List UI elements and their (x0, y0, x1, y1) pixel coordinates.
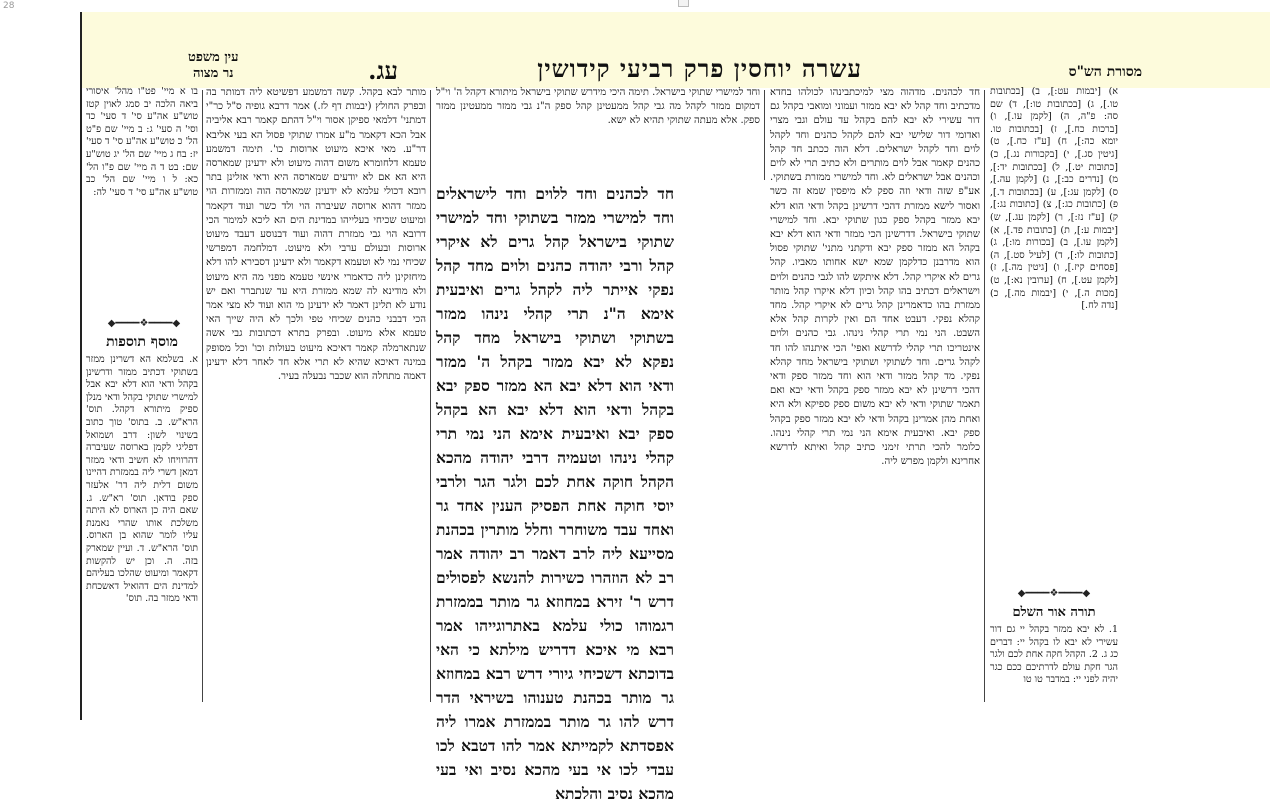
masoret-hashas-label: מסורת הש"ס (1068, 64, 1142, 80)
page-corner-number: 28 (3, 1, 15, 11)
tosafot-top-block: וחד למישרי שתוקי בישראל. תימה היכי מידרש שתוקי בישראל מיתורא דקהל ה' וי"ל דמקום ממזר לקהל מה גבי קהל ממעטינן קהל ספק ה"נ גבי ממזר ממעטינן ממזר ספק. אלא מעתה שתוקי תהיא לא ישא. (436, 87, 760, 127)
rashi-column: חד לכהנים. מדהוה מצי למיכתבינהו לכולהו בחדא מדכתיב וחד קהל לא יבא ממזר ועמוני ומואבי בקהל גם דור עשירי לא יבא להם בקהל עד עולם וגבי מצרי ואדומי דור שלישי יבא להם לקהל כהנים וחד לקהל לוים וחד לקהל ישראלים. דלא הוה ככתב חד קהל כהנים קאמר אבל לוים מותרים ולא כתיב תרי לא לוים וכהנים אבל ישראלים לא. וחד למישרי ממזרת בשתוקי. אע"פ שזה ודאי וזה ספק לא מיפסין שמא זה כשר ואסור לישא ממזרת דהכי דרשינן בקהל ודאי הוא דלא יבא ממזר בקהל ספק כגון שתוקי יבא. וחד למישרי שתוקי בישראל. דדרשינן הכי ממזר ודאי הוא דלא יבא בקהל הא ממזר ספק יבא ודקתני מתני' שתוקי פסול הוא מדרבנן כדלקמן שמא ישא אחותו מאביו. קהל גרים לא איקרי קהל. דלא איתקש להו לגבי כהנים ולוים וישראלים דכתיב בהו קהל וכיון דלא איקרו קהל מותר ממזרת בהו כדאמרינן קהל גרים לא איקרי קהל. מחד קהלא נפקי. דעבט אחד הם ואין לקרות קהל אלא השבט. הני נמי תרי קהלי נינהו. גבי כהנים ולוים אינטריכו תרי קהלי לדרשא ואפי' הכי איתנהו להו חד לקהל גרים. וחד לשתוקי ושתוקי בישראל מחד קהלא נפקי. מד קהל ממזר ודאי הוא וחד ממזר ספק ודאי דהכי דרשינן לא יבא ממזר ספק בקהל ודאי יבא ואם תאמר שתוקי ודאי לא יבא משום ספק ספיקא ולא היא ואחת מהן אמרינן בקהל ודאי לא יבא ממזר ספק בקהל ספק יבא. ואיבעית אימא הני נמי תרי קהלי נינהו. כלומר להכי תרתי זימני כתיב קהל ואיתא לדרשא אחרינא ולקמן מפרש ליה. (770, 87, 980, 468)
column-divider (430, 90, 431, 702)
torah-or-column: 1. לא יבא ממזר בקהל יי גם דור עשירי לא יבא לו בקהל יי: דברים כג ג. 2. הקהל חקה אחת לכם ולגר הגר חקת עולם לדרתיכם ככם כגר יהיה לפני יי: במדבר טו טו (990, 624, 1118, 686)
daf-number: עג. (368, 56, 398, 85)
ein-mishpat-label: עין משפט נר מצוה (188, 50, 239, 81)
column-divider (764, 90, 765, 180)
window-top-marker (678, 0, 689, 7)
column-divider (984, 90, 985, 702)
ein-mishpat-column: בו א מיי' פט"ו מהל' איסורי ביאה הלכה יב סמג לאוין קטז טוש"ע אה"ע סי' ד סעי' כד וסי' ה סעי' ג: ב מיי' שם פ"ט הל' כ טוש"ע אה"ע סי' ד סעי' יז: בח ג מיי' שם הל' יג טוש"ע שם: בט ד ה מיי' שם פ"ו הל' כא: ל ו מיי' שם הל' כב טוש"ע אה"ע סי' ד סעי' לה: (86, 86, 198, 198)
masoret-hashas-column: א) [יבמות עט:], ב) [בכתובות טו.], ג) [בכתובות טו:], ד) שם סה: פ"ה, ה) [לקמן עו.], ו) [ברכות כח.], ז) [בכתובות טו. יומא כה:], ח) [ע"ז כח.], ט) [גיטין סג.], י) [בקכורות נג.], כ) [כתובות יט.], ל) [בכתובות יד:], מ) [נדרים כב:], נ) [לקמן עה.], ס) [לקמן עג:], ע) [בכתובות ד.], פ) [כתובות כג:], צ) [כתובות נג:], ק) [ע"ז נז:], ר) [לקמן עג.], ש) [יבמות ע:], ת) [כתובות פד.], א) [לקמן עו.], ב) [בכורות מו:], ג) [כתובות לו:], ד) [לעיל סט.], ה) [פסחים קיז.], ו) [גיטין מה.], ז) [לקמן עט.], ח) [ערובין נא:], ט) [מכות ה.], י) [יבמות מה.], כ) [נדה לח.] (990, 86, 1118, 312)
ornament-divider: ◆━━━━❖━━━━◆ (107, 318, 181, 329)
ornament-divider: ◆━━━━❖━━━━◆ (1017, 588, 1091, 599)
tosafot-column: מותר לבא בקהל. קשה דמשמע דפשיטא ליה דמותר בה ובפרק החולץ (יבמות דף לז.) אמר דרבא גופיה ס"ל כר"י דמתני' דלמאי ספיקן אסור וי"ל דהתם קאמר רבא אליביה אבל הכא דקאמר מ"ע אמרו שתוקי פסול הא בעי אליבא דר"ע. מאי איכא מיעוט ארוסות כו'. תימה דמשמע טעמא דלחומרא משום דהוה מיעוט ולא ידעינן שמארסה היא הא אם לא יודעים שמארסה היא ודאי אזלינן בתר רובא דכולי עלמא לא ידעינן שמארסה הוה וממזרות הוי ממזר דהוא ארוסה שעיברה הוי ולד כשר ועוד דקאמר ומיעוט שכיחי בעלייהו במדינת הים הא ליכא למימר הכי דרובא הוי גבי ממזרת דהוה ועוד דבנוסע דעבד מיעוט ארוסות ובעולם ערבי ולא מיעוט. דמלחמה דמפרשי שכיחי נמי לא וטעמא דקאמר ולא ידעינן דסבירא להו דלא מיחזקינן ליה כדאמרי אינשי טעמא מפני מה היא מיעוט ולא מודינא לה שמא ממזרת היא עד שנתברר ואם יש נודע לא תלינן דאמר לא ידעינן מי הוא ועוד לא מצי אמר הכי דבבני כהנים שכיחי טפי ולכך לא היה שייך האי טעמא אלא מיעוט. ובפרק בתרא דכתובות גבי אשה שנתארמלה קאמר דאיכא מיעוט בעולות וכו' וכל מסופק במינה דאיכא שהיא לא תרי אלא חד לאחר דלא ידעינן דאמה מתחלה הוא שכבר נבעלה בעיר. (206, 87, 426, 383)
torah-or-title: תורה אור השלם (1012, 605, 1096, 620)
mosaf-tosafot-column: א. בשלמא הא דשרינן ממזר בשתוקי דכתיב ממזר ודרשינן בקהל ודאי הוא דלא יבא אבל למישרי שתוקי בקהל ודאי מנלן ספיק מיתורא דקהל. תוס' הרא"ש. ב. בתוס' טוך כתוב בשינוי לשון: דרב ושמואל דפליגי לקמן בארוסה שעיברה דהרוויחו לא חשיב ודאי ממזר דמאן דשרי ליה בממזרת דהיינו משום דלית ליה דר' אלעזר ספק בודאן. תוס' רא"ש. ג. שאם היה כן הארוס לא היתה משלכת אותו שהרי נאמנת עליו לומר שהוא בן הארוס. תוס' הרא"ש. ד. ועיין שמארק בזה. ה. וכן יש להקשות דקאמר ומיעוט שהלכו בעליהם למדינת הים דהואיל דאשכחת ודאי ממזר בה. תוס' (86, 354, 198, 605)
left-margin-rule (80, 12, 82, 720)
column-divider (202, 90, 203, 702)
mosaf-tosafot-title: מוסף תוספות (106, 334, 178, 350)
chapter-title: עשרה יוחסין פרק רביעי קידושין (537, 54, 862, 83)
gemara-main-text: חד לכהנים וחד ללוים וחד לישראלים וחד למישרי ממזר בשתוקי וחד למישרי שתוקי בישראל קהל גרים לא איקרי קהל ורבי יהודה כהנים ולוים מחד קהל נפקי אייתר ליה לקהל גרים ואיבעית אימא ה"נ תרי קהלי נינהו ממזר בשתוקי ושתוקי בישראל מחד קהל נפקא לא יבא ממזר בקהל ה' ממזר ודאי הוא דלא יבא הא ממזר ספק יבא בקהל ודאי הוא דלא יבא הא בקהל ספק יבא ואיבעית אימא הני נמי תרי קהלי נינהו וטעמיה דרבי יהודה מהכא הקהל חוקה אחת לכם ולגר הגר ולרבי יוסי חוקה אחת הפסיק הענין אחד גר ואחד עבד משוחרר וחלל מותרין בכהנת מסייעא ליה לרב דאמר רב יהודה אמר רב לא הוזהרו כשירות להנשא לפסולים דרש ר' זירא במחוזא גר מותר בממזרת רגמוהו כולי עלמא באתרוגייהו אמר רבא מי איכא דדריש מילתא כי האי בדוכתא דשכיחי גיורי דרש רבא במחוזא גר מותר בכהנת טענוהו בשיראי הדר דרש להו גר מותר בממזרת אמרו ליה אפסדתא לקמייתא אמר להו דטבא לכו עבדי לכו אי בעי מהכא נסיב ואי בעי מהכא נסיב והלכתא (436, 184, 674, 803)
